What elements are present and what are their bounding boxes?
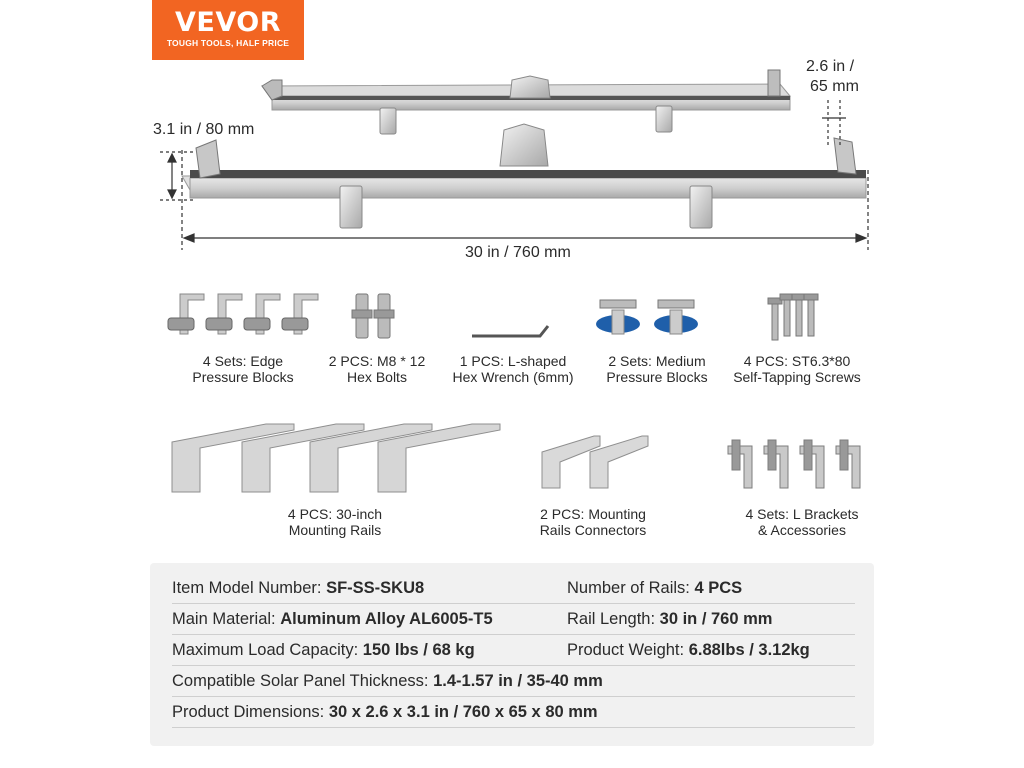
- self-tapping-screws-image: [768, 294, 818, 340]
- specifications-table: [150, 563, 874, 746]
- component-label-screws: 4 PCS: ST6.3*80 Self-Tapping Screws: [733, 353, 861, 385]
- components-row2-illustration: [170, 418, 870, 498]
- height-dimension-label: 3.1 in / 80 mm: [153, 121, 255, 138]
- spec-row: Product Dimensions: 30 x 2.6 x 3.1 in / 760 x 65 x 80 mm: [172, 697, 855, 728]
- components-row1-illustration: [160, 290, 880, 350]
- hex-bolts-image: [352, 294, 394, 338]
- hex-wrench-image: [472, 326, 548, 336]
- component-label-rails: 4 PCS: 30-inch Mounting Rails: [287, 506, 383, 538]
- component-label-medium-blocks: 2 Sets: Medium Pressure Blocks: [606, 353, 708, 385]
- medium-pressure-blocks-image: [596, 300, 698, 334]
- l-brackets-image: [728, 440, 860, 488]
- spec-row: Maximum Load Capacity: 150 lbs / 68 kg Product Weight: 6.88lbs / 3.12kg: [172, 635, 855, 666]
- mounting-rails-image: [172, 424, 500, 492]
- front-rail: [182, 124, 866, 228]
- logo-brand: VEVOR: [174, 7, 281, 38]
- component-label-edge-blocks: 4 Sets: Edge Pressure Blocks: [192, 353, 294, 385]
- component-label-brackets: 4 Sets: L Brackets & Accessories: [745, 506, 859, 538]
- spec-row: Compatible Solar Panel Thickness: 1.4-1.57 in / 35-40 mm: [172, 666, 855, 697]
- vevor-logo: [152, 0, 304, 60]
- width-mm-dimension-label: 65 mm: [810, 78, 859, 95]
- component-label-hex-bolts: 2 PCS: M8 * 12 Hex Bolts: [328, 353, 426, 385]
- component-label-connectors: 2 PCS: Mounting Rails Connectors: [539, 506, 647, 538]
- spec-row: Item Model Number: SF-SS-SKU8 Number of Rails: 4 PCS: [172, 573, 855, 604]
- spec-row: Main Material: Aluminum Alloy AL6005-T5 Rail Length: 30 in / 760 mm: [172, 604, 855, 635]
- edge-pressure-blocks-image: [168, 294, 318, 334]
- rails-illustration: [0, 60, 1024, 260]
- component-label-hex-wrench: 1 PCS: L-shaped Hex Wrench (6mm): [452, 353, 574, 385]
- length-dimension-label: 30 in / 760 mm: [465, 244, 571, 261]
- logo-tagline: TOUGH TOOLS, HALF PRICE: [166, 38, 290, 48]
- rail-connectors-image: [542, 436, 648, 488]
- width-dimension-label: 2.6 in /: [806, 58, 855, 75]
